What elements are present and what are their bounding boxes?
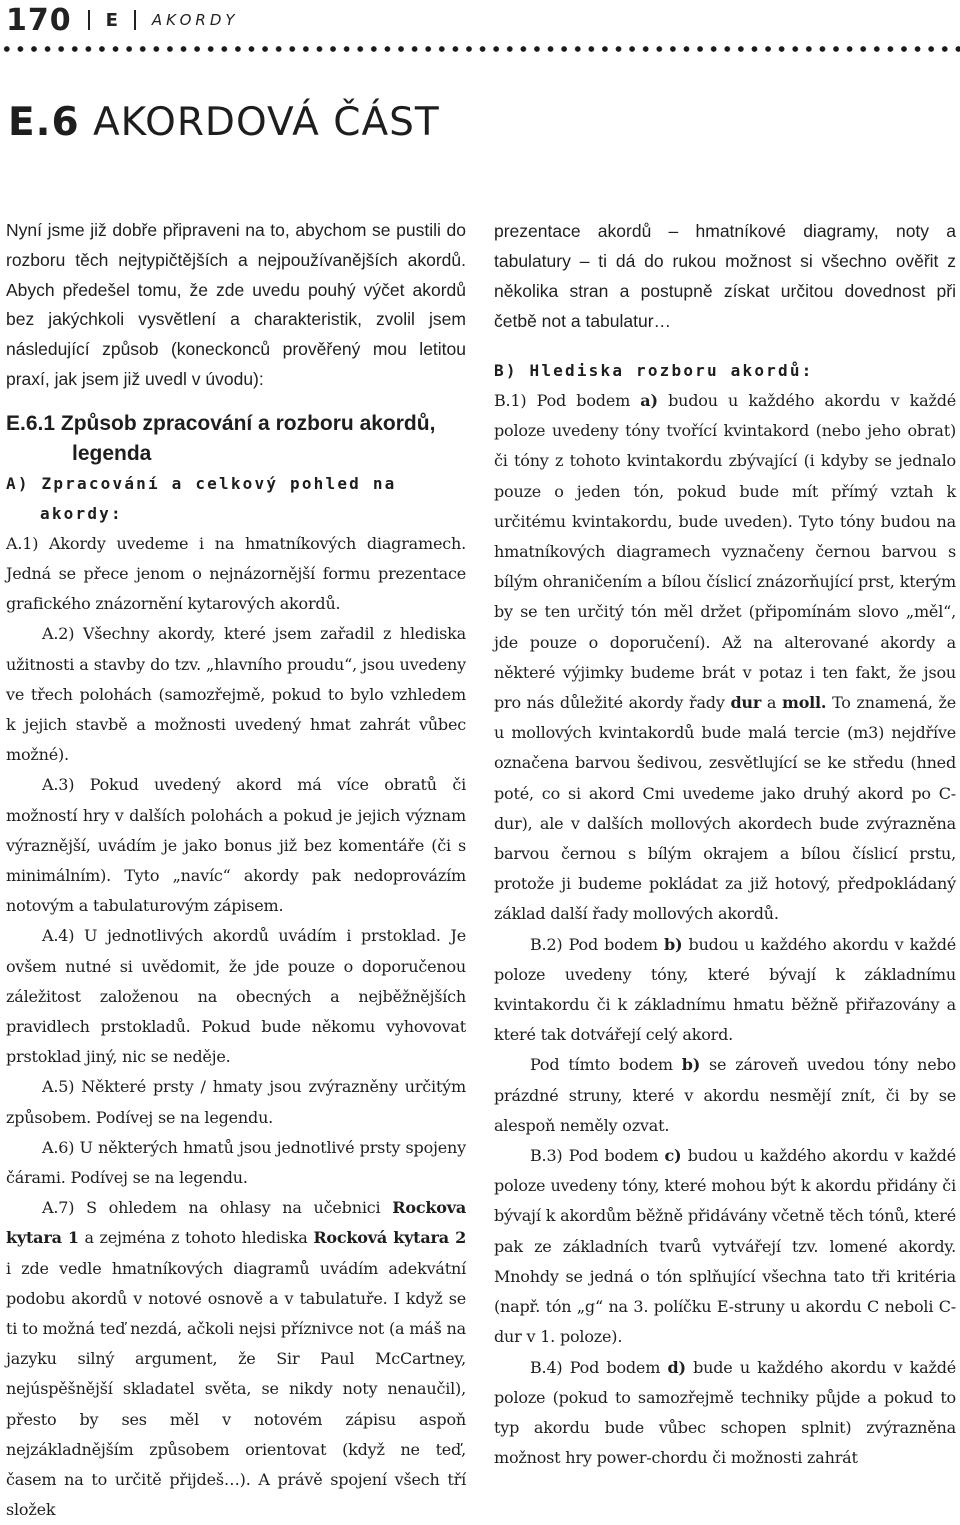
chapter-number: E.6 [8,100,80,145]
page-number: 170 [6,2,72,38]
book-title: Rocková kytara 2 [313,1228,467,1248]
intro-paragraph: Nyní jsme již dobře připraveni na to, abychom se pustili do rozboru těch nejtypičtějších a nejpoužívanějších akordů. Abych předešel tomu, že zde uvedu pouhý výčet akordů bez jakýchkoli vysvětlení a charakteristik, zvolil jsem následující způsob (koneckonců prověřený mou letitou praxí, jak jsem již uvedl v úvodu): [6,220,466,389]
section-heading: E.6.1 Způsob zpracování a rozboru akordů, legenda [6,411,436,465]
continuation-paragraph: prezentace akordů – hmatníkové diagramy, noty a tabulatury – ti dá do rukou možnost si všechno ověřit z několika stran a postupně získat určitou dovednost při četbě not a tabulatur… [494,221,956,331]
paragraph-a2: A.2) Všechny akordy, které jsem zařadil z hlediska užitnosti a stavby do tzv. „hlavního proudu“, jsou uvedeny ve třech polohách (samozřejmě, pokud to bylo vzhledem k jejich stavbě a možnosti uvedený hmat zahrát vůbec možné). [6,624,466,765]
section-name: AKORDY [151,11,239,29]
subheading-a: A) Zpracování a celkový pohled na akordy: [6,473,397,523]
section-letter: E [105,9,118,31]
paragraph-b1: B.1) Pod bodem a) budou u každého akordu v každé poloze uvedeny tóny tvořící kvintakord (nebo jeho obrat) či tóny z tohoto kvintakordu zbývající (i kdyby se jednalo pouze o jeden tón, pokud bude mít přímý vztah k určitému kvintakordu, bude uveden). Tyto tóny budou na hmatníkových diagramech vyznačeny černou barvou s bílým ohraničením a bílou číslicí znázorňující prst, kterým by se ten určitý tón měl držet (připomínám slovo „měl“, jde pouze o doporučení). Až na alterované akordy a některé výjimky budeme brát v potaz i ten fakt, že jsou pro nás důležité akordy řady dur a moll. To znamená, že u mollových kvintakordů bude malá tercie (m3) nejdříve označena barvou šedivou, zesvětlující se ke středu (hned poté, co si akord Cmi uvedeme jako druhý akord po C-dur), ale v dalších mollových akordech bude zvýrazněna barvou černou s bílým okrajem a bílou číslicí prstu, protože ji budeme pokládat za již hotový, předpokládaný základ další řady mollových akordů. [494,391,957,924]
chapter-title [8,100,440,145]
subheading-b: B) Hlediska rozboru akordů: [494,361,814,380]
right-column [494,216,956,1473]
paragraph-a5: A.5) Některé prsty / hmaty jsou zvýrazněny určitým způsobem. Podívej se na legendu. [6,1077,466,1127]
header-separator [134,10,136,30]
paragraph-a1: A.1) Akordy uvedeme i na hmatníkových diagramech. Jedná se přece jenom o nejnázornější formu prezentace grafického znázornění kytarových akordů. [6,533,466,614]
chapter-name: AKORDOVÁ ČÁST [93,100,440,145]
running-header [6,0,239,40]
paragraph-b4: B.4) Pod bodem d) bude u každého akordu v každé poloze (pokud to samozřejmě techniky půjde a pokud to typ akordu bude vůbec schopen splnit) zvýrazněna možnost hry power-chordu či možnosti zahrát [494,1357,957,1468]
paragraph-b2-note: Pod tímto bodem b) se zároveň uvedou tóny nebo prázdné struny, které v akordu nesmějí znít, či by se alespoň neměly ozvat. [494,1055,956,1135]
dotted-rule [0,44,960,54]
header-separator [88,10,90,30]
paragraph-a3: A.3) Pokud uvedený akord má více obratů či možností hry v dalších polohách a pokud je jejich význam výraznější, uvádím je jako bonus již bez komentáře (či s minimálním). Tyto „navíc“ akordy pak nedoprovázím notovým a tabulaturovým zápisem. [6,775,466,916]
left-column [6,216,466,1525]
paragraph-b2: B.2) Pod bodem b) budou u každého akordu v každé poloze uvedeny tóny, které bývají k základnímu kvintakordu či k základnímu hmatu běžně přiřazovány a které tak dotvářejí celý akord. [494,934,957,1045]
paragraph-a4: A.4) U jednotlivých akordů uvádím i prstoklad. Je ovšem nutné si uvědomit, že jde pouze o doporučenou záležitost založenou na obecných a nejběžnějších pravidlech prstokladů. Pokud bude někomu vyhovovat prstoklad jiný, nic se neděje. [6,926,466,1067]
paragraph-a6: A.6) U některých hmatů jsou jednotlivé prsty spojeny čárami. Podívej se na legendu. [6,1137,466,1188]
book-title: Rockova kytara 1 [6,1198,466,1248]
paragraph-a7: A.7) S ohledem na ohlasy na učebnici Rockova kytara 1 a zejména z tohoto hlediska Rocková kytara 2 i zde vedle hmatníkových diagramů uvádím adekvátní podobu akordů v notové osnově a v tabulatuře. I když se ti to možná teď nezdá, ačkoli nejsi příznivce not (a máš na jazyku silný argument, že Sir Paul McCartney, nejúspěšnější skladatel světa, se nikdy noty nenaučil), přesto by ses měl v notovém zápisu aspoň nejzákladnějším způsobem orientovat (když ne teď, časem na to určitě přijdeš…). A právě spojení všech tří složek [6,1198,467,1520]
paragraph-b3: B.3) Pod bodem c) budou u každého akordu v každé poloze uvedeny tóny, které mohou být k akordu přidány či bývají k akordům běžně přidávány včetně těch tónů, které pak ze základních tvarů vytvářejí tzv. lomené akordy. Mnohdy se jedná o tón splňující všechna tato tři kritéria (např. tón „g“ na 3. políčku E-struny u akordu C neboli C-dur v 1. poloze). [494,1146,956,1347]
